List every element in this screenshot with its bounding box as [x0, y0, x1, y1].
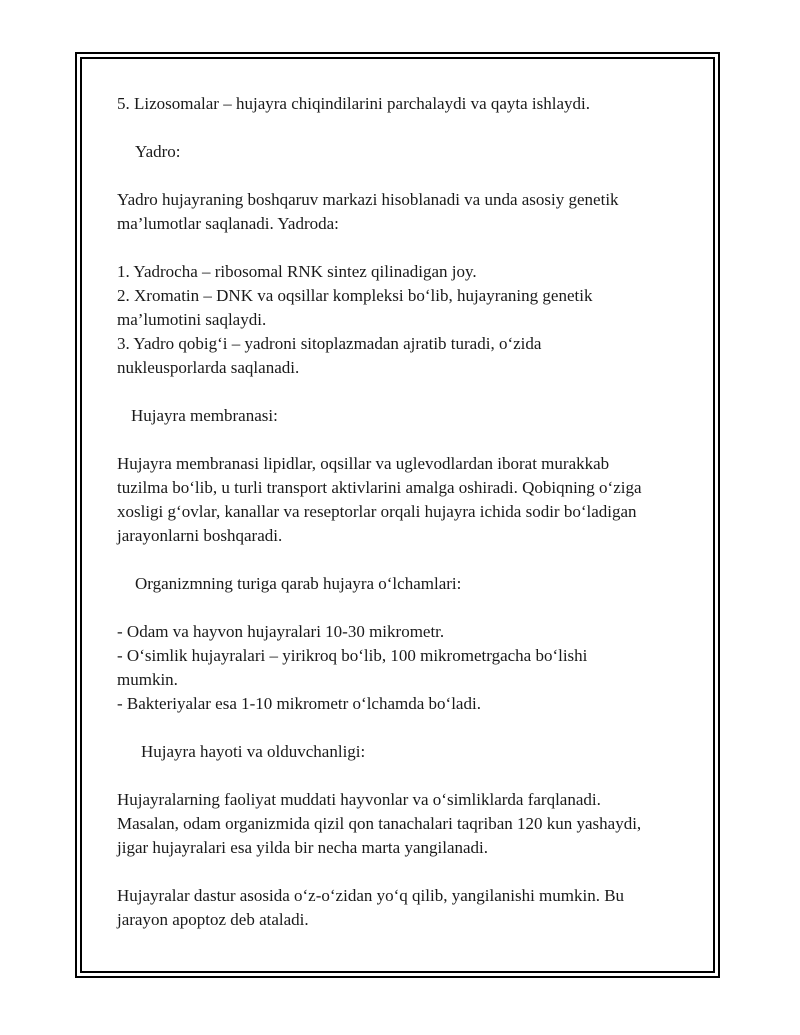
spacer	[117, 596, 697, 620]
paragraph-line: xosligi g‘ovlar, kanallar va reseptorlar orqali hujayra ichida sodir bo‘ladigan	[117, 502, 637, 521]
paragraph-line: jarayon apoptoz deb ataladi.	[117, 910, 309, 929]
spacer	[117, 548, 697, 572]
spacer	[117, 764, 697, 788]
list-item: 3. Yadro qobig‘i – yadroni sitoplazmadan ajratib turadi, o‘zida	[117, 334, 542, 353]
list-item: 1. Yadrocha – ribosomal RNK sintez qilinadigan joy.	[117, 262, 477, 281]
paragraph-line: Hujayralarning faoliyat muddati hayvonlar va o‘simliklarda farqlanadi.	[117, 790, 601, 809]
paragraph-line: Hujayralar dastur asosida o‘z-o‘zidan yo‘q qilib, yangilanishi mumkin. Bu	[117, 886, 625, 905]
paragraph-line: 5. Lizosomalar – hujayra chiqindilarini parchalaydi va qayta ishlaydi.	[117, 94, 591, 113]
spacer	[117, 164, 697, 188]
paragraph-line: Hujayra membranasi lipidlar, oqsillar va uglevodlardan iborat murakkab	[117, 454, 610, 473]
spacer	[117, 428, 697, 452]
paragraph-line: ma’lumotlar saqlanadi. Yadroda:	[117, 214, 339, 233]
document-body	[117, 92, 697, 932]
list-item: - Bakteriyalar esa 1-10 mikrometr o‘lchamda bo‘ladi.	[117, 694, 481, 713]
spacer	[117, 380, 697, 404]
section-heading-hayot: Hujayra hayoti va olduvchanligi:	[141, 742, 366, 761]
list-item: - Odam va hayvon hujayralari 10-30 mikrometr.	[117, 622, 445, 641]
list-item-continuation: mumkin.	[117, 670, 178, 689]
paragraph-line: jarayonlarni boshqaradi.	[117, 526, 283, 545]
list-item-continuation: nukleusporlarda saqlanadi.	[117, 358, 300, 377]
list-item: 2. Xromatin – DNK va oqsillar kompleksi bo‘lib, hujayraning genetik	[117, 286, 593, 305]
paragraph-line: jigar hujayralari esa yilda bir necha marta yangilanadi.	[117, 838, 489, 857]
section-heading-olcham: Organizmning turiga qarab hujayra o‘lchamlari:	[135, 574, 462, 593]
spacer	[117, 860, 697, 884]
paragraph-line: tuzilma bo‘lib, u turli transport aktivlarini amalga oshiradi. Qobiqning o‘ziga	[117, 478, 642, 497]
paragraph-line: Masalan, odam organizmida qizil qon tanachalari taqriban 120 kun yashaydi,	[117, 814, 642, 833]
list-item: - O‘simlik hujayralari – yirikroq bo‘lib, 100 mikrometrgacha bo‘lishi	[117, 646, 588, 665]
spacer	[117, 236, 697, 260]
list-item-continuation: ma’lumotini saqlaydi.	[117, 310, 267, 329]
spacer	[117, 716, 697, 740]
paragraph-line: Yadro hujayraning boshqaruv markazi hisoblanadi va unda asosiy genetik	[117, 190, 619, 209]
section-heading-membrana: Hujayra membranasi:	[131, 406, 278, 425]
spacer	[117, 116, 697, 140]
section-heading-yadro: Yadro:	[135, 142, 181, 161]
